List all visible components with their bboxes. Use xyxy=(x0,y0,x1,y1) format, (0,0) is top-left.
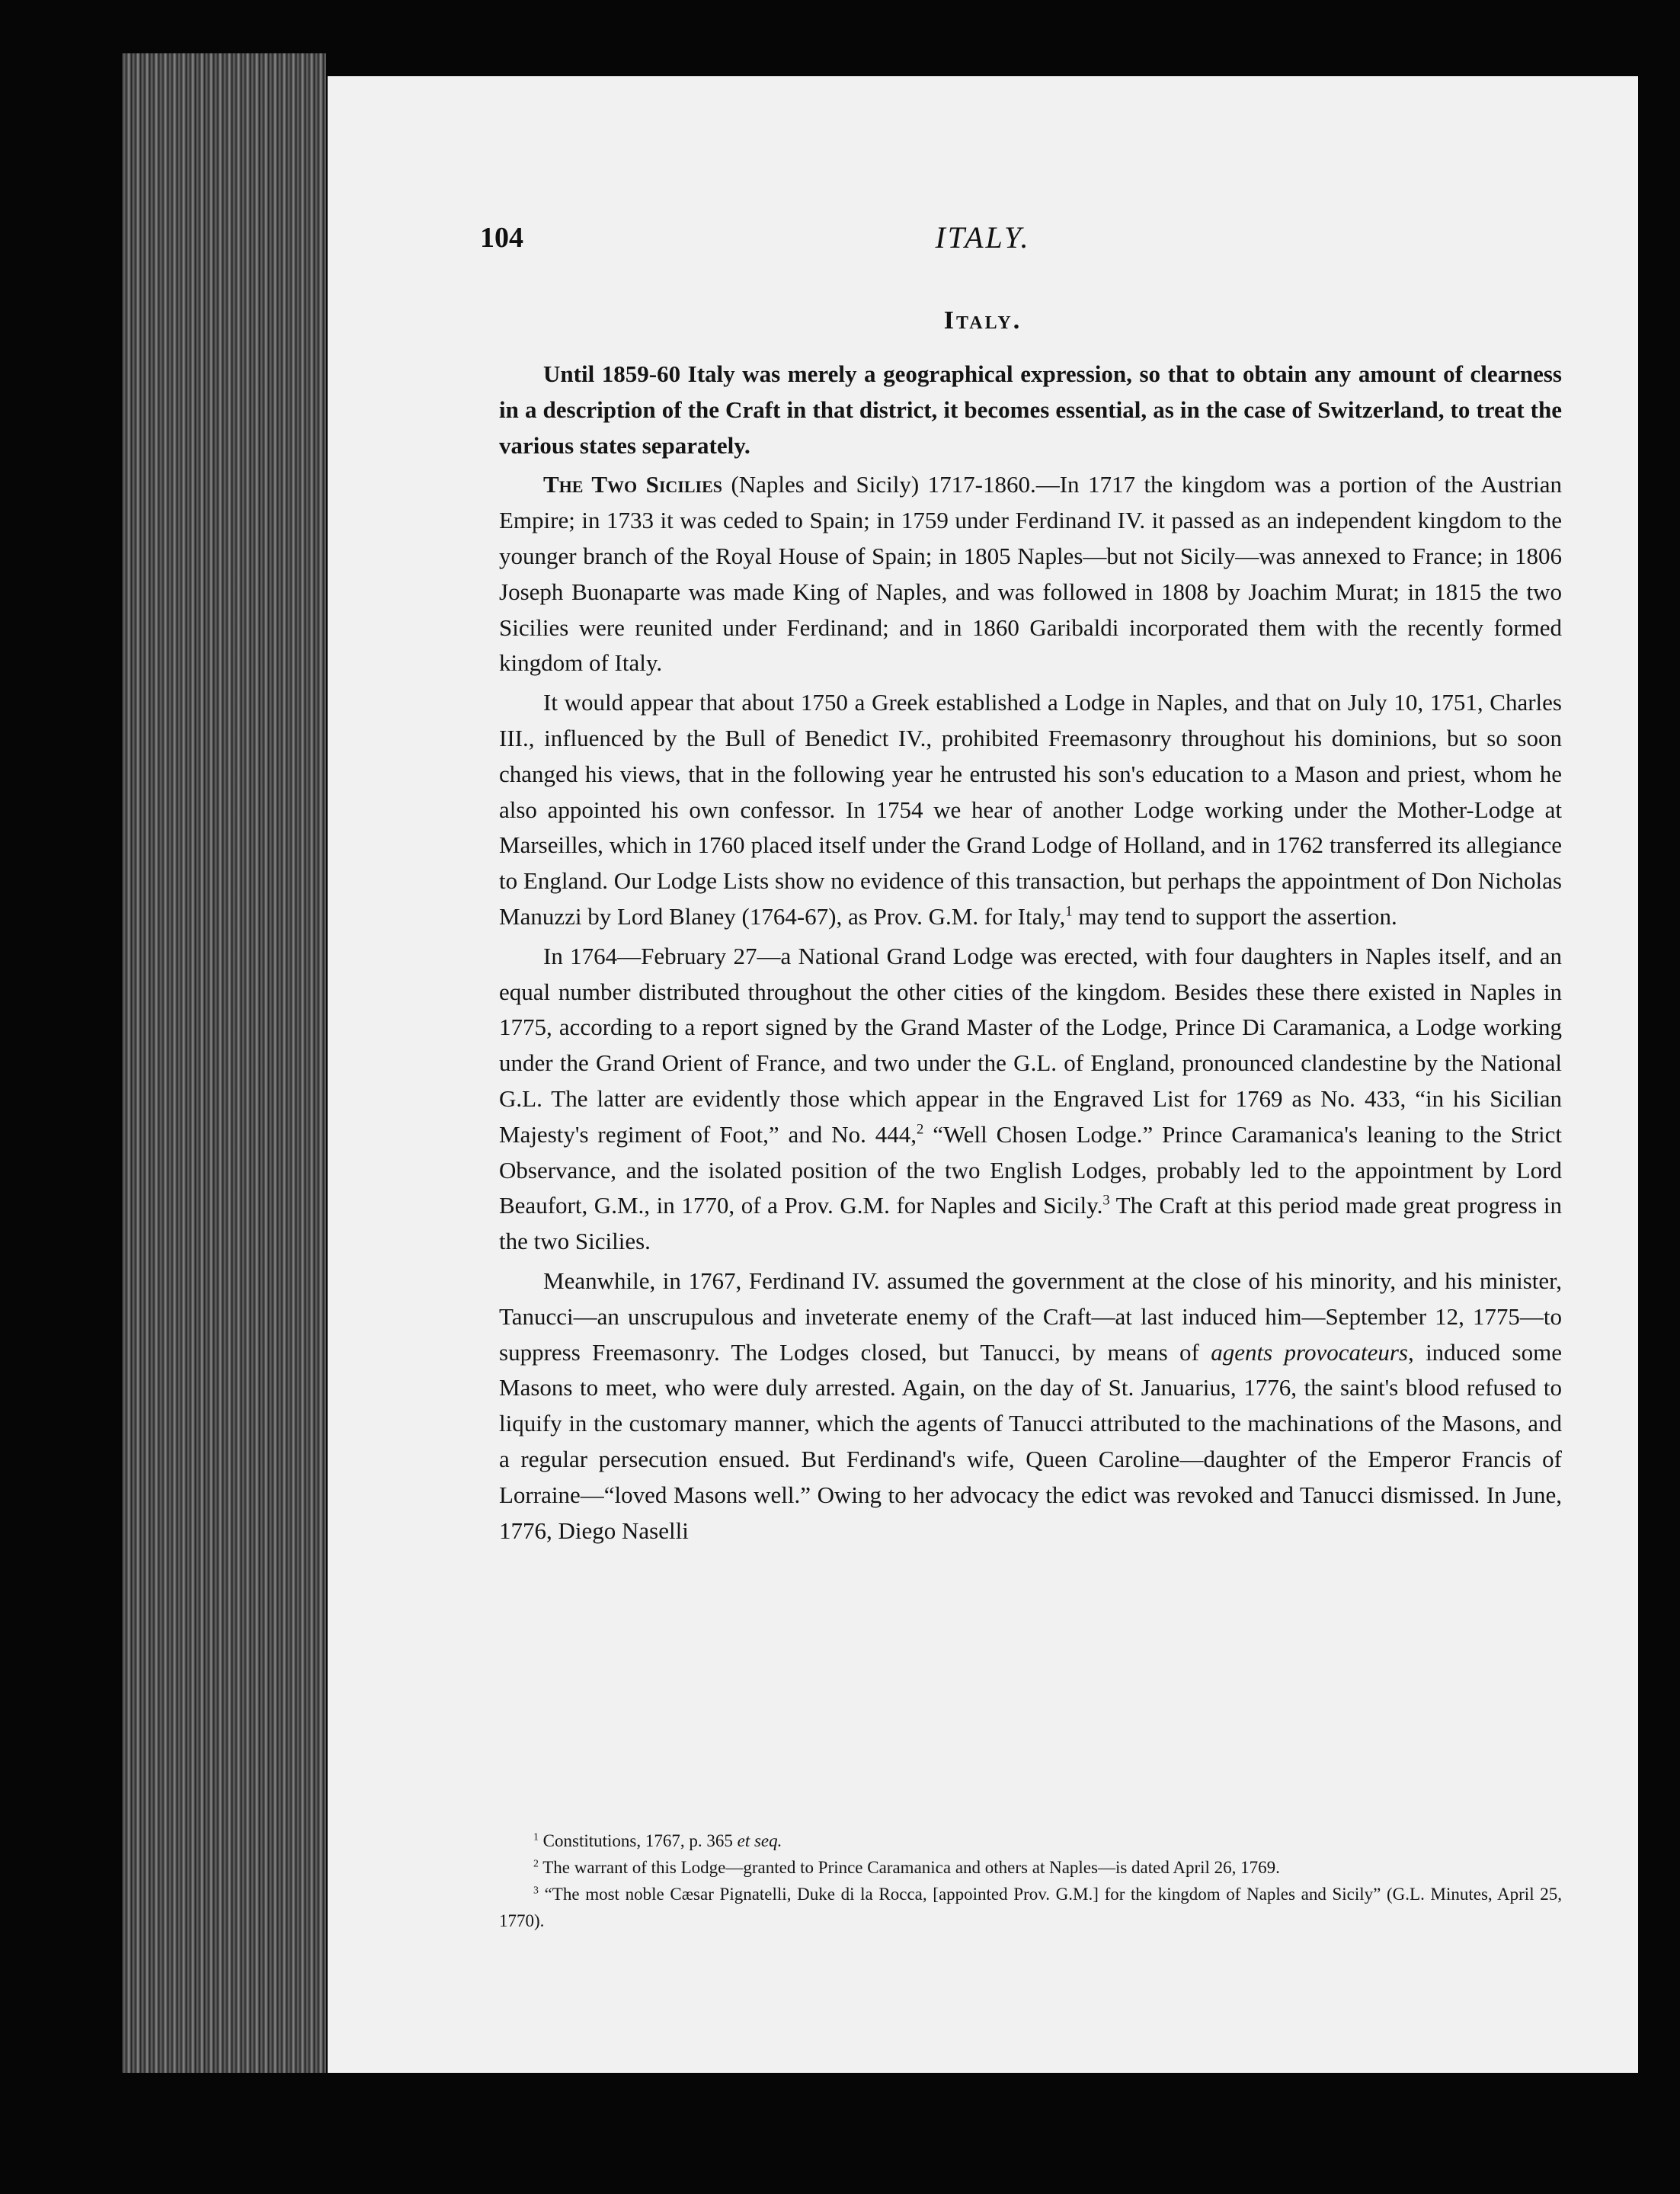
footnote-italic: et seq. xyxy=(737,1831,782,1850)
paragraph-national-grand-lodge xyxy=(499,939,1562,1260)
footnote-text: Constitutions, 1767, p. 365 xyxy=(542,1831,738,1850)
paragraph-ferdinand xyxy=(499,1264,1562,1549)
paragraph-lead: The Two Sicilies xyxy=(543,471,722,498)
paragraph-text-tail: may tend to support the assertion. xyxy=(1072,902,1397,930)
footnote-text: The warrant of this Lodge—granted to Prince Caramanica and others at Naples—is dated April 26, 1769. xyxy=(542,1858,1280,1877)
footnote xyxy=(499,1827,1562,1854)
paragraph-text: (Naples and Sicily) 1717-1860.—In 1717 the kingdom was a portion of the Austrian Empire; in 1733 it was ceded to Spain; in 1759 under Ferdinand IV. it passed as an independent kingdom to the younger branch of the Royal House of Spain; in 1805 Naples—but not Sicily—was annexed to France; in 1806 Joseph Buonaparte was made King of Naples, and was followed in 1808 by Joachim Murat; in 1815 the two Sicilies were reunited under Ferdinand; and in 1860 Garibaldi incorporated them with the recently formed kingdom of Italy. xyxy=(499,471,1562,677)
running-head: ITALY. xyxy=(935,220,1031,255)
paragraph-italic: agents provocateurs xyxy=(1211,1338,1408,1366)
paragraph-text: In 1764—February 27—a National Grand Lodge was erected, with four daughters in Naples itself, and an equal number distributed throughout the other cities of the kingdom. Besides these there existed in Naples in 1775, according to a report signed by the Grand Master of the Lodge, Prince Di Caramanica, a Lodge working under the Grand Orient of France, and two under the G.L. of England, pronounced clandestine by the National G.L. The latter are evidently those which appear in the Engraved List for 1769 as No. 433, “in his Sicilian Majesty's regiment of Foot,” and No. 444, xyxy=(499,942,1562,1148)
page-number: 104 xyxy=(480,222,523,254)
footnote xyxy=(499,1881,1562,1934)
paragraph-text-tail: The Craft at this period made great progress in the two Sicilies. xyxy=(499,1192,1562,1255)
footnotes xyxy=(499,1827,1562,1934)
footnote-ref: 3 xyxy=(1102,1193,1110,1209)
footnote-text: “The most noble Cæsar Pignatelli, Duke di la Rocca, [appointed Prov. G.M.] for the kingdom of Naples and Sicily” (G.L. Minutes, April 25, 1770). xyxy=(499,1885,1563,1930)
paragraph-text: It would appear that about 1750 a Greek established a Lodge in Naples, and that on July 10, 1751, Charles III., influenced by the Bull of Benedict IV., prohibited Freemasonry throughout his dominions, but so soon changed his views, that in the following year he entrusted his son's education to a Mason and priest, whom he also appointed his own confessor. In 1754 we hear of another Lodge working under the Mother-Lodge at Marseilles, which in 1760 placed itself under the Grand Lodge of Holland, and in 1762 transferred its allegiance to England. Our Lodge Lists show no evidence of this transaction, but perhaps the appointment of Don Nicholas Manuzzi by Lord Blaney (1764-67), as Prov. G.M. for Italy, xyxy=(499,689,1562,930)
book-page-edges xyxy=(122,53,326,2073)
paragraph-two-sicilies xyxy=(499,467,1562,681)
book-page xyxy=(328,76,1638,2073)
footnote-ref: 1 xyxy=(1065,903,1073,920)
footnote-mark: 3 xyxy=(533,1884,539,1896)
footnote-mark: 2 xyxy=(533,1857,539,1869)
paragraph-text-tail: “Well Chosen Lodge.” Prince Caramanica's leaning to the Strict Observance, and the isolated position of the two English Lodges, probably led to the appointment by Lord Beaufort, G.M., in 1770, of a Prov. G.M. for Naples and Sicily. xyxy=(499,1120,1562,1219)
paragraph-text: Until 1859-60 Italy was merely a geographical expression, so that to obtain any amount of clearness in a description of the Craft in that district, it becomes essential, as in the case of Switzerland, to treat the various states separately. xyxy=(499,360,1562,459)
paragraph-intro xyxy=(499,357,1562,463)
section-title: Italy. xyxy=(943,306,1022,335)
paragraph-text: Meanwhile, in 1767, Ferdinand IV. assumed the government at the close of his minority, and his minister, Tanucci—an unscrupulous and inveterate enemy of the Craft—at last induced him—September 12, 1775—to suppress Freemasonry. The Lodges closed, but Tanucci, by means of xyxy=(499,1267,1562,1366)
footnote xyxy=(499,1854,1562,1881)
body-text xyxy=(499,357,1562,1552)
paragraph-lodge-naples xyxy=(499,685,1562,935)
footnote-mark: 1 xyxy=(533,1830,539,1843)
footnote-ref: 2 xyxy=(917,1121,924,1138)
paragraph-text-tail: , induced some Masons to meet, who were duly arrested. Again, on the day of St. Januarius, 1776, the saint's blood refused to liquify in the customary manner, which the agents of Tanucci attributed to the machinations of the Masons, and a regular persecution ensued. But Ferdinand's wife, Queen Caroline—daughter of the Emperor Francis of Lorraine—“loved Masons well.” Owing to her advocacy the edict was revoked and Tanucci dismissed. In June, 1776, Diego Naselli xyxy=(499,1338,1562,1544)
